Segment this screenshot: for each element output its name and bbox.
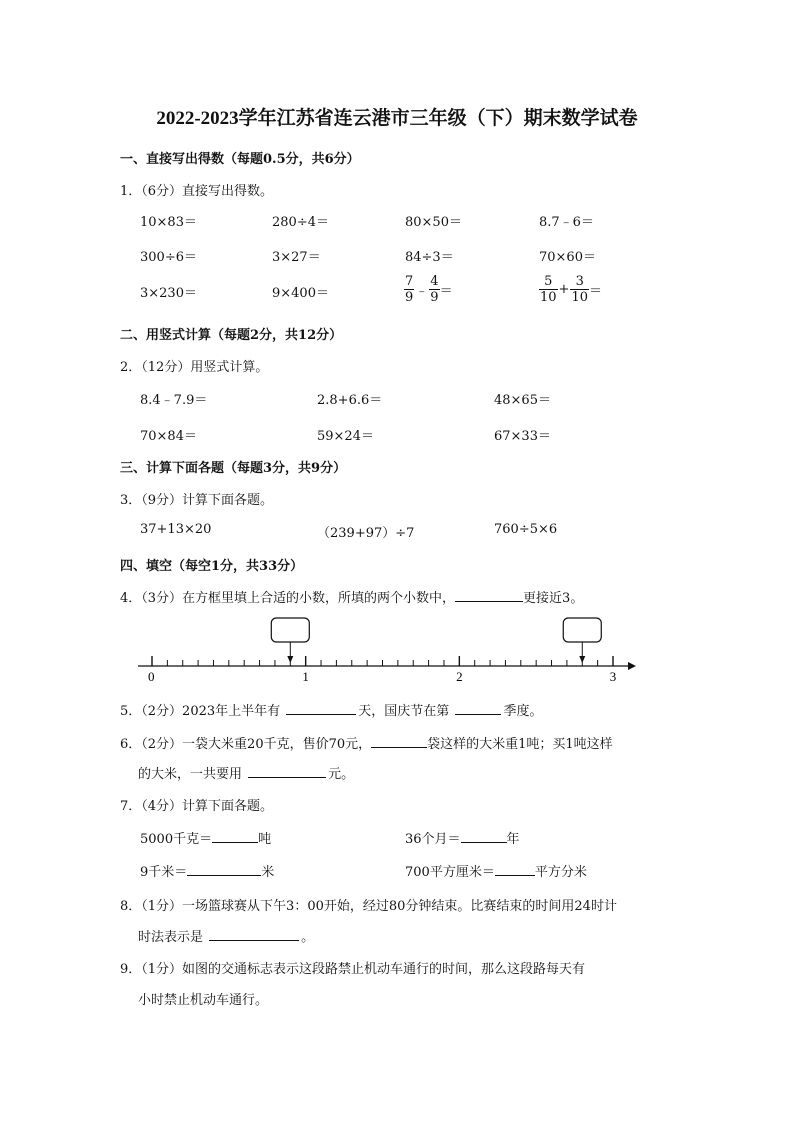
fraction	[404, 274, 414, 305]
numerator: 7	[405, 274, 414, 289]
question-9-cont: 小时禁止机动车通行。	[138, 993, 269, 1008]
q8-text-2: 时法表示是	[138, 930, 204, 945]
answer-blank[interactable]	[248, 765, 326, 778]
answer-box[interactable]	[563, 618, 601, 642]
q1-item: 300÷6＝	[140, 250, 197, 265]
number-line-ticks	[152, 656, 613, 666]
numerator: 3	[570, 274, 589, 290]
question-6	[120, 733, 613, 752]
operator: ﹣	[415, 284, 429, 299]
denominator: 10	[571, 290, 588, 305]
answer-blank[interactable]	[495, 863, 535, 876]
q3-item: （239+97）÷7	[317, 526, 415, 541]
denominator: 9	[430, 290, 439, 305]
section-3-heading: 三、计算下面各题（每题3分，共9分）	[120, 461, 347, 476]
page-title: 2022-2023学年江苏省连云港市三年级（下）期末数学试卷	[156, 108, 638, 129]
q1-item: 10×83＝	[140, 215, 197, 230]
answer-blank[interactable]	[371, 735, 427, 748]
denominator: 10	[540, 290, 557, 305]
number-line-answer-boxes	[271, 618, 601, 663]
question-5	[120, 700, 542, 719]
q2-item: 70×84＝	[140, 429, 197, 444]
answer-blank[interactable]	[455, 702, 501, 715]
answer-blank[interactable]	[461, 830, 507, 843]
number-line-arrow	[628, 662, 636, 670]
q1-item: 3×230＝	[140, 286, 197, 301]
q1-fraction-expression-2	[539, 274, 602, 305]
q1-item: 3×27＝	[272, 250, 321, 265]
q6-text-2: 的大米，一共要用	[138, 767, 243, 782]
q2-item: 2.8+6.6＝	[317, 393, 383, 408]
fraction	[539, 274, 558, 305]
number-line-label: 1	[302, 669, 309, 684]
q4-text: 4．（3分）在方框里填上合适的小数，所填的两个小数中，	[120, 591, 456, 606]
numerator: 4	[430, 274, 439, 289]
question-2: 2．（12分）用竖式计算。	[120, 360, 269, 375]
answer-blank[interactable]	[286, 702, 356, 715]
q5-text-mid: 天，国庆节在第	[358, 704, 450, 719]
equals: ＝	[439, 284, 453, 299]
question-8-cont	[138, 926, 314, 945]
number-line	[130, 612, 640, 690]
q2-item: 67×33＝	[494, 429, 551, 444]
q7-item	[140, 861, 274, 880]
answer-blank[interactable]	[212, 830, 258, 843]
q7-item-text: 700平方厘米＝	[405, 865, 495, 880]
q4-text-end: 更接近3。	[523, 591, 584, 606]
q1-fraction-expression-1	[404, 274, 453, 305]
answer-box[interactable]	[271, 618, 309, 642]
q7-item-unit: 吨	[258, 832, 272, 847]
number-line-label: 2	[456, 669, 463, 684]
q7-item-unit: 米	[261, 865, 275, 880]
number-line-label: 0	[148, 669, 155, 684]
q7-item	[405, 861, 587, 880]
q5-text-end: 季度。	[503, 704, 543, 719]
q1-item: 8.7﹣6＝	[539, 215, 594, 230]
section-2-heading: 二、用竖式计算（每题2分，共12分）	[120, 328, 343, 343]
q7-item-text: 5000千克＝	[140, 832, 213, 847]
q1-item: 80×50＝	[405, 215, 462, 230]
section-4-heading: 四、填空（每空1分，共33分）	[120, 559, 304, 574]
q7-item-text: 36个月＝	[405, 832, 461, 847]
answer-blank[interactable]	[209, 928, 299, 941]
question-4	[120, 587, 583, 606]
operator: +	[558, 282, 570, 297]
q1-item: 84÷3＝	[405, 250, 454, 265]
number-line-labels	[148, 669, 616, 684]
equals: ＝	[589, 284, 603, 299]
q5-text: 5．（2分）2023年上半年有	[120, 704, 281, 719]
answer-blank[interactable]	[455, 589, 523, 602]
denominator: 9	[405, 290, 414, 305]
q1-item: 280÷4＝	[272, 215, 329, 230]
q8-text-end: 。	[301, 930, 315, 945]
number-line-label: 3	[609, 669, 617, 684]
q1-item: 70×60＝	[539, 250, 596, 265]
q3-item: 760÷5×6	[494, 522, 558, 537]
q7-item-unit: 平方分米	[534, 865, 587, 880]
question-9: 9．（1分）如图的交通标志表示这段路禁止机动车通行的时间，那么这段路每天有	[120, 962, 586, 977]
q2-item: 59×24＝	[317, 429, 374, 444]
question-8: 8．（1分）一场篮球赛从下午3：00开始，经过80分钟结束。比赛结束的时间用24时计	[120, 899, 617, 914]
answer-blank[interactable]	[187, 863, 261, 876]
question-3: 3．（9分）计算下面各题。	[120, 493, 274, 508]
fraction	[570, 274, 589, 305]
question-1: 1．（6分）直接写出得数。	[120, 184, 274, 199]
q2-item: 48×65＝	[494, 393, 551, 408]
question-6-cont	[138, 763, 354, 782]
q7-item-text: 9千米＝	[140, 865, 188, 880]
section-1-heading: 一、直接写出得数（每题0.5分，共6分）	[120, 152, 360, 167]
q7-item	[405, 828, 520, 847]
q7-item-unit: 年	[506, 832, 520, 847]
pointer-arrow	[287, 656, 293, 663]
q1-item: 9×400＝	[272, 286, 329, 301]
question-7: 7．（4分）计算下面各题。	[120, 799, 274, 814]
q2-item: 8.4﹣7.9＝	[140, 393, 208, 408]
q7-item	[140, 828, 271, 847]
numerator: 5	[539, 274, 558, 290]
q3-item: 37+13×20	[140, 522, 212, 537]
q6-text: 6．（2分）一袋大米重20千克，售价70元，	[120, 737, 372, 752]
fraction	[429, 274, 439, 305]
pointer-arrow	[579, 656, 585, 663]
q6-text-mid: 袋这样的大米重1吨；买1吨这样	[427, 737, 613, 752]
q6-text-end: 元。	[328, 767, 355, 782]
